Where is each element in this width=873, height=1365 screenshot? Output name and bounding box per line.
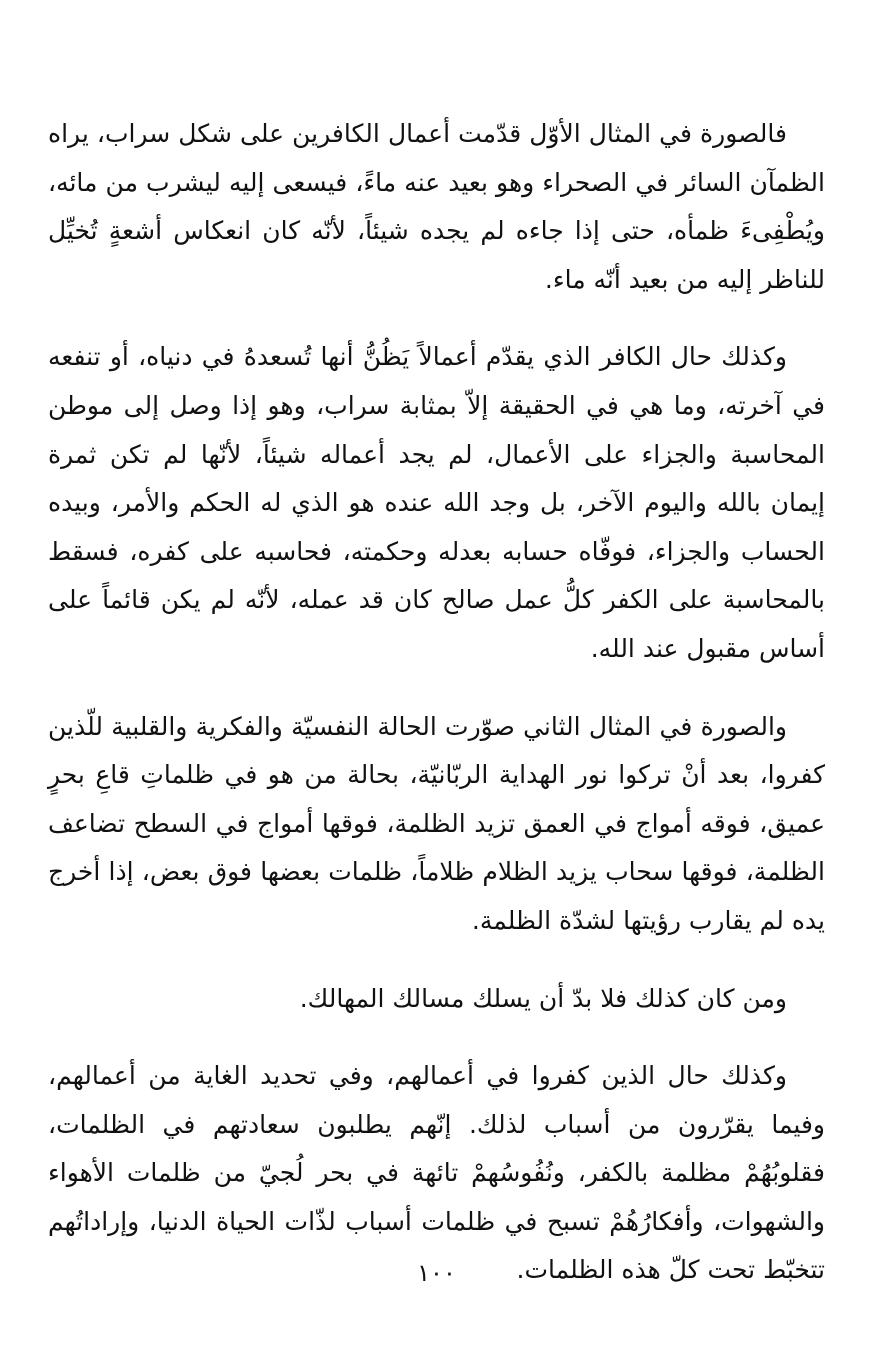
paragraph-5: وكذلك حال الذين كفروا في أعمالهم، وفي تحديد الغاية من أعمالهم، وفيما يقرّرون من أسباب لذلك. إنّهم يطلبون سعادتهم في الظلمات، فقلوبُهُمْ مظلمة بالكفر، ونُفُوسُهمْ تائهة في بحر لُجيّ من ظلمات الأهواء والشهوات، وأفكارُهُمْ تسبح في ظلمات أسباب لذّات الحياة الدنيا، وإراداتُهم تتخبّط تحت كلّ هذه الظلمات.	[48, 1061, 825, 1285]
page-body	[48, 110, 825, 1324]
page-number: ١٠٠	[417, 1259, 456, 1287]
paragraph-4: ومن كان كذلك فلا بدّ أن يسلك مسالك المهالك.	[299, 983, 787, 1013]
paragraph-2: وكذلك حال الكافر الذي يقدّم أعمالاً يَظُنُّ أنها تُسعدهُ في دنياه، أو تنفعه في آخرته، وما هي في الحقيقة إلاّ بمثابة سراب، وهو إذا وصل إلى موطن المحاسبة والجزاء على الأعمال، لم يجد أعماله شيئاً، لأنّها لم تكن ثمرة إيمان بالله واليوم الآخر، بل وجد الله عنده هو الذي له الحكم والأمر، وبيده الحساب والجزاء، فوفّاه حسابه بعدله وحكمته، فحاسبه على كفره، فسقط بالمحاسبة على الكفر كلُّ عمل صالح كان قد عمله، لأنّه لم يكن قائماً على أساس مقبول عند الله.	[48, 342, 825, 663]
paragraph-1: فالصورة في المثال الأوّل قدّمت أعمال الكافرين على شكل سراب، يراه الظمآن السائر في الصحراء وهو بعيد عنه ماءً، فيسعى إليه ليشرب من مائه، ويُطْفِىءَ ظمأه، حتى إذا جاءه لم يجده شيئاً، لأنّه كان انعكاس أشعةٍ تُخيِّل للناظر إليه من بعيد أنّه ماء.	[48, 119, 825, 294]
paragraph-3: والصورة في المثال الثاني صوّرت الحالة النفسيّة والفكرية والقلبية للّذين كفروا، بعد أنْ تركوا نور الهداية الربّانيّة، بحالة من هو في ظلماتِ قاعِ بحرٍ عميق، فوقه أمواج في العمق تزيد الظلمة، فوقها أمواج في السطح تضاعف الظلمة، فوقها سحاب يزيد الظلام ظلاماً، ظلمات بعضها فوق بعض، إذا أخرج يده لم يقارب رؤيتها لشدّة الظلمة.	[48, 711, 825, 935]
